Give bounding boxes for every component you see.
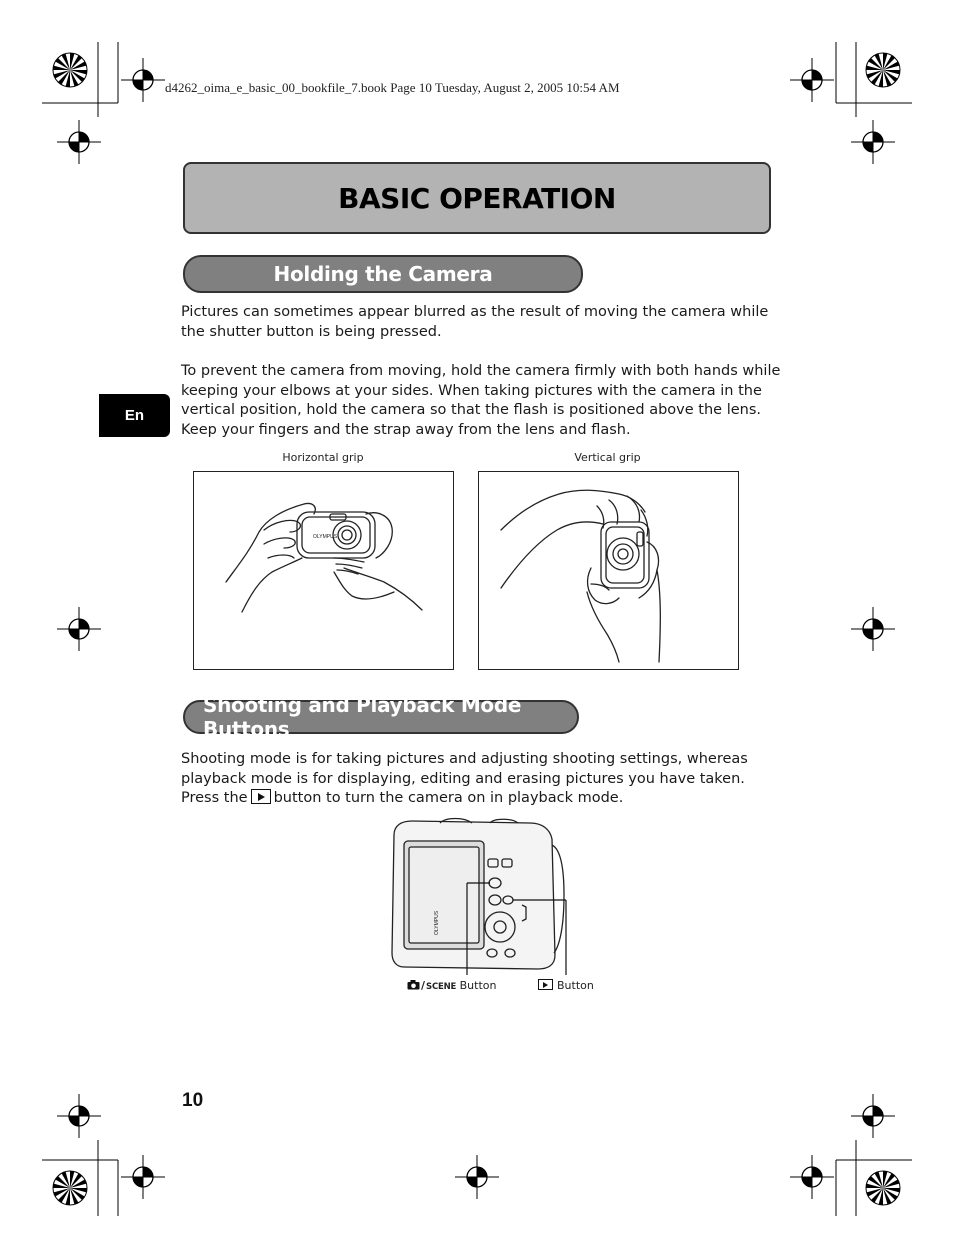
scene-label: SCENE — [426, 982, 457, 992]
callout-shooting-scene-button: /SCENE Button — [407, 979, 496, 992]
paragraph-modes-part1: Shooting mode is for taking pictures and adjusting shooting settings, whereas playback mode is for displaying, editing and erasing pictures you have taken. Press the — [181, 751, 748, 807]
paragraph-prevent-movement: To prevent the camera from moving, hold the camera firmly with both hands while keeping your elbows at your sides. When taking pictures with the camera in the vertical position, hold the camera so that the flash is positioned above the lens. Keep your fingers and the strap away from the lens and flash. — [181, 363, 781, 439]
play-icon — [251, 789, 271, 804]
page-number: 10 — [182, 1090, 204, 1111]
chapter-title-box — [183, 162, 771, 234]
caption-horizontal-grip: Horizontal grip — [282, 451, 364, 464]
paragraph-modes — [181, 750, 781, 809]
language-tab — [99, 394, 170, 437]
caption-vertical-grip: Vertical grip — [574, 451, 641, 464]
callout-left-label: Button — [459, 979, 497, 992]
section-heading-shooting-playback — [183, 693, 579, 741]
camera-back-illustration — [380, 815, 610, 975]
section-heading-holding-text: Holding the Camera — [273, 262, 493, 286]
camera-brand-text: OLYMPUS — [313, 534, 338, 540]
camera-icon — [407, 979, 420, 990]
paragraph-modes-part2: button to turn the camera on in playback mode. — [273, 790, 624, 807]
figure-horizontal-grip — [193, 471, 454, 670]
figure-vertical-grip — [478, 471, 739, 670]
print-header: d4262_oima_e_basic_00_bookfile_7.book Page 10 Tuesday, August 2, 2005 10:54 AM — [165, 80, 620, 95]
section-heading-shooting-playback-text: Shooting and Playback Mode Buttons — [203, 693, 522, 741]
horizontal-grip-illustration — [194, 472, 453, 669]
paragraph-blur: Pictures can sometimes appear blurred as the result of moving the camera while the shutter button is being pressed. — [181, 304, 769, 340]
chapter-title: BASIC OPERATION — [338, 181, 616, 215]
section-heading-holding — [183, 255, 583, 293]
vertical-grip-illustration — [479, 472, 738, 669]
play-icon — [538, 979, 553, 990]
callout-right-label: Button — [557, 979, 594, 992]
callout-playback-button — [538, 979, 594, 992]
camera-back-brand-text: OLYMPUS — [434, 910, 440, 935]
language-tab-label: En — [124, 407, 145, 424]
